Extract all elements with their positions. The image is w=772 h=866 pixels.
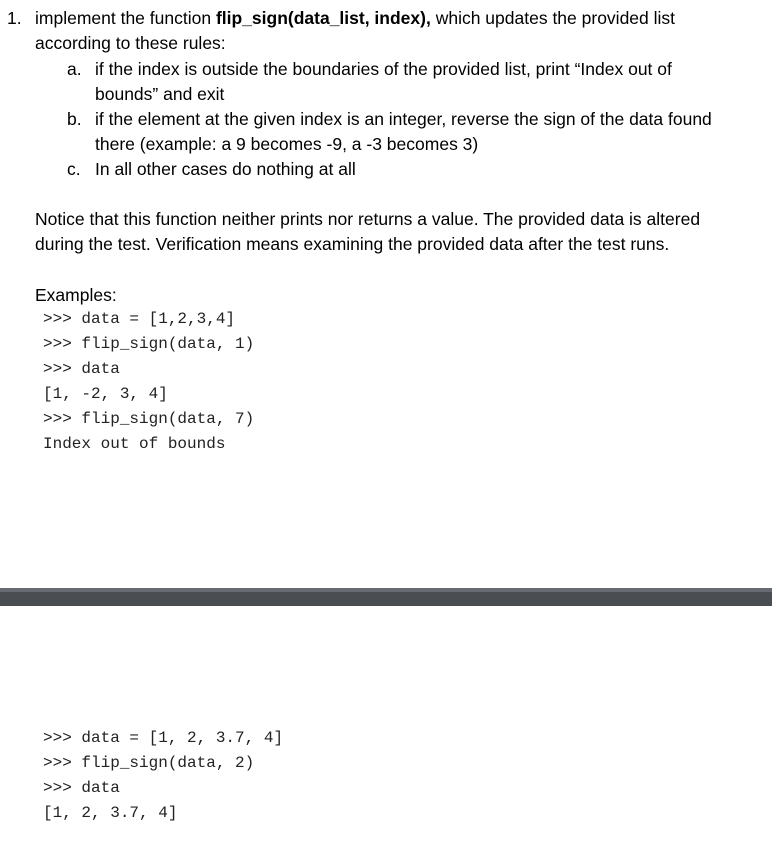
question-intro-line2: according to these rules:	[35, 33, 226, 53]
code-line: [1, 2, 3.7, 4]	[43, 804, 178, 822]
code-line: Index out of bounds	[43, 435, 226, 453]
document-page-bottom	[0, 606, 772, 866]
rule-a-line1: if the index is outside the boundaries of the provided list, print “Index out of	[95, 59, 672, 79]
rule-c-line1: In all other cases do nothing at all	[95, 159, 356, 179]
question-intro-line1	[35, 6, 675, 31]
intro-before: implement the function	[35, 8, 216, 28]
code-line: >>> data = [1,2,3,4]	[43, 310, 236, 328]
code-line: >>> flip_sign(data, 2)	[43, 754, 255, 772]
rule-marker-a: a.	[67, 59, 82, 79]
page-separator	[0, 588, 772, 606]
question-number: 1.	[7, 8, 22, 28]
code-line: >>> data	[43, 779, 120, 797]
examples-label: Examples:	[35, 285, 117, 305]
code-line: [1, -2, 3, 4]	[43, 385, 168, 403]
intro-after: which updates the provided list	[430, 8, 676, 28]
notice-line2: during the test. Verification means examining the provided data after the test runs.	[35, 234, 670, 254]
code-line: >>> flip_sign(data, 1)	[43, 335, 255, 353]
function-signature: flip_sign(data_list, index),	[215, 8, 431, 28]
rule-marker-b: b.	[67, 109, 82, 129]
rule-b-line2: there (example: a 9 becomes -9, a -3 becomes 3)	[95, 134, 479, 154]
code-line: >>> flip_sign(data, 7)	[43, 410, 255, 428]
rule-marker-c: c.	[67, 159, 81, 179]
code-line: >>> data = [1, 2, 3.7, 4]	[43, 729, 284, 747]
code-line: >>> data	[43, 360, 120, 378]
notice-line1: Notice that this function neither prints nor returns a value. The provided data is altered	[35, 209, 701, 229]
rule-a-line2: bounds” and exit	[95, 84, 225, 104]
rule-b-line1: if the element at the given index is an integer, reverse the sign of the data found	[95, 109, 712, 129]
